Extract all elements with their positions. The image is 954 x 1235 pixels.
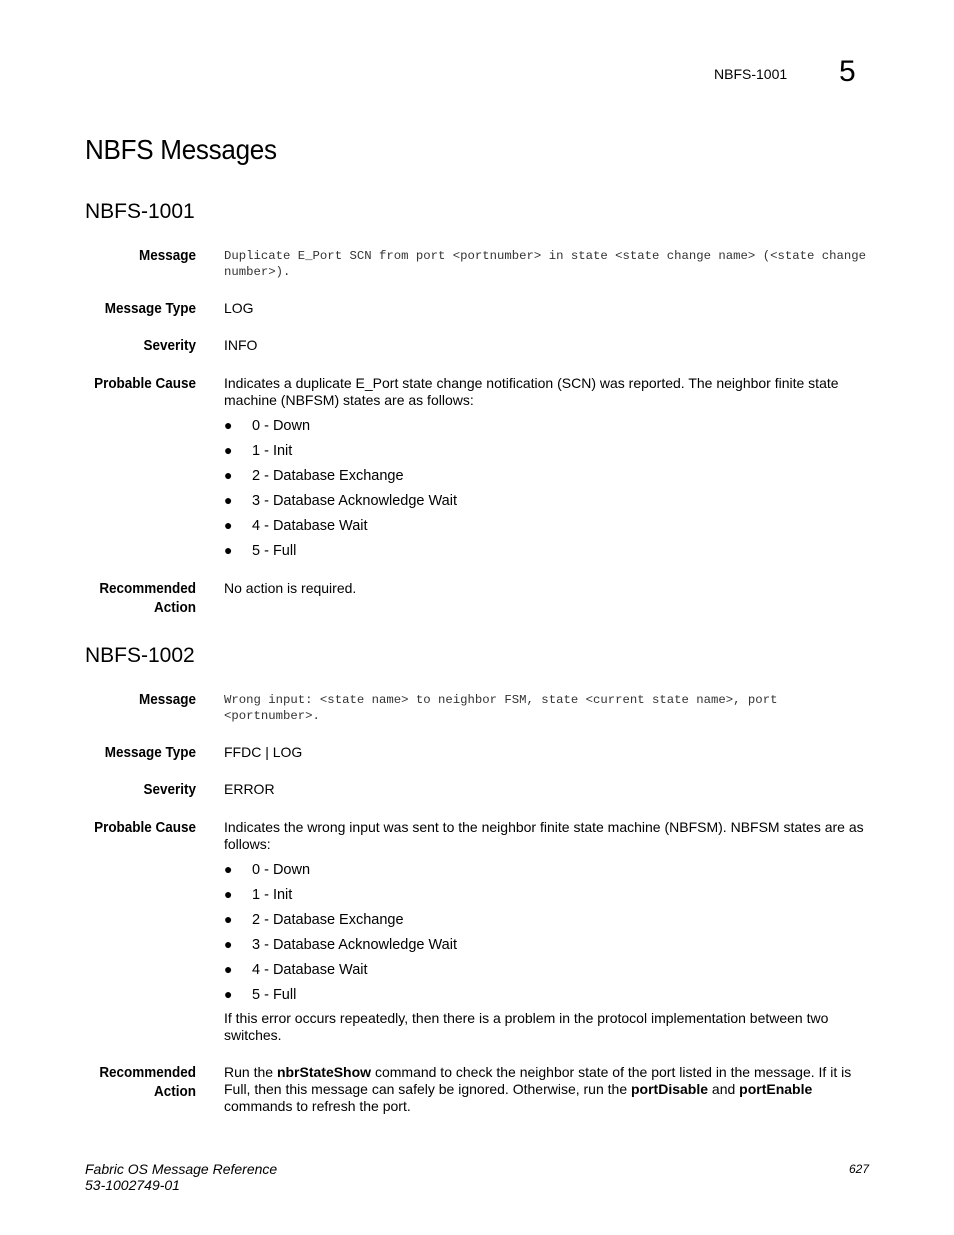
label-probable-cause: Probable Cause [94, 820, 196, 836]
label-message: Message [139, 248, 196, 264]
footer-doc-number: 53-1002749-01 [85, 1177, 180, 1193]
bullet-icon: ● [224, 442, 233, 458]
label-probable-cause: Probable Cause [94, 376, 196, 392]
bullet-icon: ● [224, 986, 233, 1002]
label-action: Action [154, 600, 196, 616]
label-severity: Severity [143, 782, 196, 798]
message-type-nbfs-1001: LOG [224, 300, 254, 316]
message-text-nbfs-1002: Wrong input: <state name> to neighbor FSM, state <current state name>, port <portnumber>. [224, 693, 778, 723]
state-list-nbfs-1001 [224, 418, 457, 568]
list-item: ● 1 - Init [224, 886, 293, 903]
bullet-icon: ● [224, 936, 233, 952]
list-item: ● 4 - Database Wait [224, 517, 368, 534]
bullet-icon: ● [224, 961, 233, 977]
list-item: ● 1 - Init [224, 442, 293, 459]
probable-cause-note-nbfs-1002: If this error occurs repeatedly, then there is a problem in the protocol implementation between two switches. [224, 1010, 829, 1043]
bullet-icon: ● [224, 542, 233, 558]
section-title-nbfs-1001: NBFS-1001 [85, 200, 195, 223]
message-type-nbfs-1002: FFDC | LOG [224, 744, 303, 760]
command-portdisable: portDisable [631, 1081, 709, 1097]
label-recommended: Recommended [99, 1065, 196, 1081]
command-nbrstateshow: nbrStateShow [276, 1064, 372, 1080]
label-message: Message [139, 692, 196, 708]
footer-page-number: 627 [849, 1162, 870, 1176]
list-item: ● 5 - Full [224, 542, 297, 559]
page-title: NBFS Messages [85, 134, 277, 165]
label-action: Action [154, 1084, 196, 1100]
recommended-action-nbfs-1001: No action is required. [224, 580, 357, 596]
list-item: ● 3 - Database Acknowledge Wait [224, 492, 457, 509]
recommended-action-nbfs-1002: Run the nbrStateShow command to check the neighbor state of the port listed in the message. If it is Full, then this message can safely be ignored. Otherwise, run the portDisable and portEnable commands to refresh the port. [224, 1064, 852, 1114]
bullet-icon: ● [224, 517, 233, 533]
probable-cause-nbfs-1001: Indicates a duplicate E_Port state change notification (SCN) was reported. The neighbor finite state machine (NBFSM) states are as follows: [224, 375, 839, 408]
command-portenable: portEnable [739, 1081, 813, 1097]
footer-doc-title: Fabric OS Message Reference [85, 1161, 278, 1177]
label-severity: Severity [143, 338, 196, 354]
list-item: ● 5 - Full [224, 986, 297, 1003]
label-message-type: Message Type [104, 745, 196, 761]
bullet-icon: ● [224, 467, 233, 483]
section-title-nbfs-1002: NBFS-1002 [85, 644, 195, 667]
bullet-icon: ● [224, 861, 233, 877]
label-recommended: Recommended [99, 581, 196, 597]
running-header-section: NBFS-1001 [714, 66, 788, 82]
list-item: ● 0 - Down [224, 417, 311, 434]
bullet-icon: ● [224, 886, 233, 902]
list-item: ● 0 - Down [224, 861, 311, 878]
message-text-nbfs-1001: Duplicate E_Port SCN from port <portnumber> in state <state change name> (<state change number>). [224, 249, 867, 279]
bullet-icon: ● [224, 492, 233, 508]
bullet-icon: ● [224, 911, 233, 927]
list-item: ● 2 - Database Exchange [224, 911, 404, 928]
state-list-nbfs-1002 [224, 862, 457, 1012]
bullet-icon: ● [224, 417, 233, 433]
chapter-number: 5 [839, 55, 856, 88]
list-item: ● 4 - Database Wait [224, 961, 368, 978]
list-item: ● 2 - Database Exchange [224, 467, 404, 484]
severity-nbfs-1001: INFO [224, 337, 258, 353]
probable-cause-nbfs-1002: Indicates the wrong input was sent to the neighbor finite state machine (NBFSM). NBFSM states are as follows: [224, 819, 864, 852]
label-message-type: Message Type [104, 301, 196, 317]
list-item: ● 3 - Database Acknowledge Wait [224, 936, 457, 953]
severity-nbfs-1002: ERROR [224, 781, 275, 797]
